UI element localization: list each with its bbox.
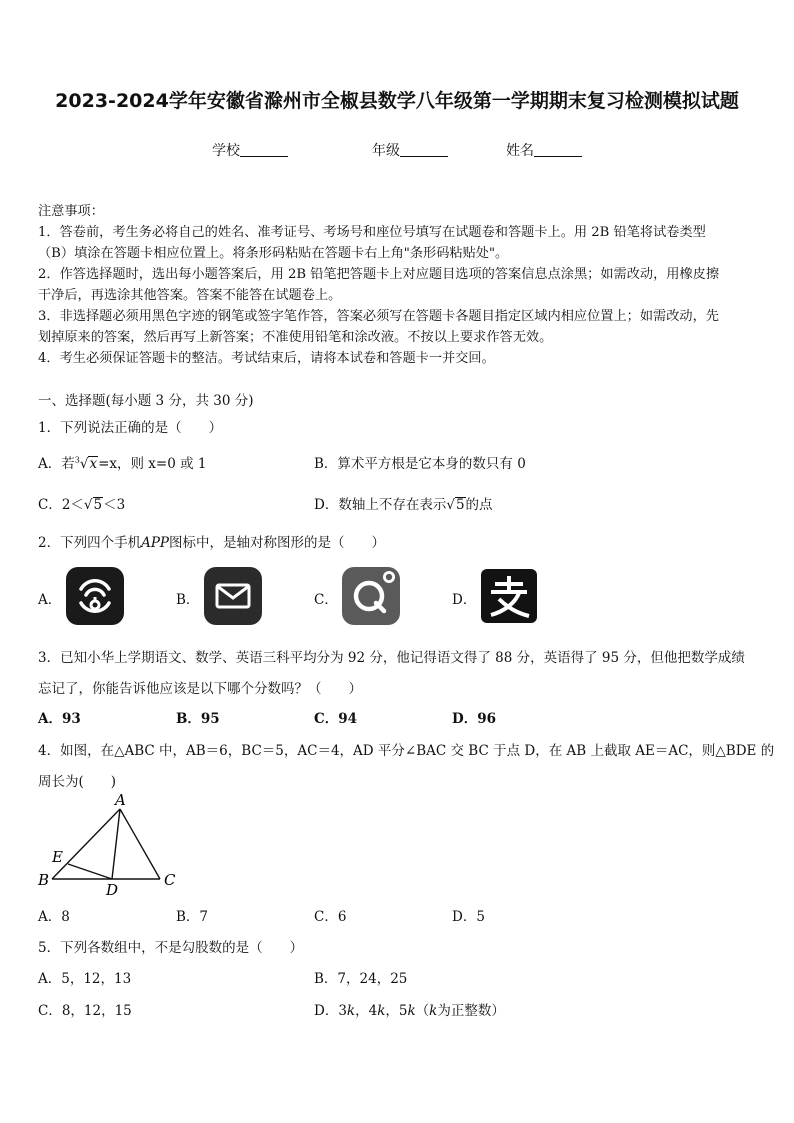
q4-option-a[interactable]: A．8 xyxy=(38,909,70,925)
q5-option-d[interactable] xyxy=(314,999,505,1019)
q1-a-radicand: x xyxy=(89,456,98,472)
q1-c-suffix: ＜3 xyxy=(103,497,126,513)
q3-stem-line1: 3．已知小华上学期语文、数学、英语三科平均分为 92 分，他记得语文得了 88 分，英语得了 95 分，但他把数学成绩 xyxy=(38,650,745,666)
q5-option-a[interactable]: A．5，12，13 xyxy=(38,971,132,987)
q2-label-c[interactable]: C． xyxy=(314,592,338,608)
notice-line: 3．非选择题必须用黑色字迹的钢笔或签字笔作答，答案必须写在答题卡各题目指定区域内相应位置上；如需改动，先 xyxy=(38,309,719,324)
q4-option-c[interactable]: C．6 xyxy=(314,909,347,925)
q5-d-part: D．3 xyxy=(314,1003,347,1019)
q5-d-var: k xyxy=(407,1003,416,1019)
notice-heading: 注意事项： xyxy=(38,204,104,219)
q2-label-a[interactable]: A． xyxy=(38,592,62,608)
q3-option-d[interactable]: D．96 xyxy=(452,711,496,727)
notice-line: （B）填涂在答题卡相应位置上。将条形码粘贴在答题卡右上角"条形码粘贴处"。 xyxy=(38,246,509,261)
q1-d-suffix: 的点 xyxy=(465,497,493,513)
school-field[interactable] xyxy=(212,140,288,160)
grade-label: 年级 xyxy=(372,143,400,159)
notice-line: 1．答卷前，考生务必将自己的姓名、准考证号、考场号和座位号填写在试题卷和答题卡上。用 2B 铅笔将试卷类型 xyxy=(38,225,706,240)
q1-c-radicand: 5 xyxy=(93,497,103,513)
grade-field[interactable] xyxy=(372,140,448,160)
q5-option-b[interactable]: B．7，24，25 xyxy=(314,971,408,987)
q5-stem: 5．下列各数组中，不是勾股数的是（ ） xyxy=(38,940,304,956)
point-a-label: A xyxy=(115,792,126,809)
segment-ed xyxy=(68,864,112,879)
q1-option-c[interactable] xyxy=(38,493,125,513)
q2-stem-app: APP xyxy=(141,535,170,551)
q4-stem-line1: 4．如图，在△ABC 中，AB＝6，BC＝5，AC＝4，AD 平分∠BAC 交 BC 于点 D，在 AB 上截取 AE＝AC，则△BDE 的 xyxy=(38,743,775,759)
q3-option-c[interactable]: C．94 xyxy=(314,711,358,727)
school-blank[interactable] xyxy=(240,143,288,157)
q2-stem-prefix: 2．下列四个手机 xyxy=(38,535,142,551)
q5-d-part: ，5 xyxy=(385,1003,408,1019)
q1-option-b[interactable]: B．算术平方根是它本身的数只有 0 xyxy=(314,456,526,472)
triangle-figure xyxy=(34,792,184,898)
q1-option-a[interactable] xyxy=(38,452,206,472)
q2-label-b[interactable]: B． xyxy=(176,592,200,608)
segment-ad xyxy=(112,809,120,879)
q5-d-var: k xyxy=(377,1003,386,1019)
q1-c-prefix: C．2＜ xyxy=(38,497,84,513)
q-search-icon[interactable] xyxy=(342,567,400,625)
point-e-label: E xyxy=(52,848,63,866)
q5-d-var: k xyxy=(346,1003,356,1019)
q5-d-var: k xyxy=(429,1003,438,1019)
q2-stem-suffix: 图标中，是轴对称图形的是（ ） xyxy=(169,535,386,551)
q1-a-prefix: A．若 xyxy=(38,456,75,472)
side-ab xyxy=(52,809,120,879)
mail-icon[interactable] xyxy=(204,567,262,625)
q1-d-prefix: D．数轴上不存在表示 xyxy=(314,497,447,513)
radical-sign: √ xyxy=(79,456,89,472)
q1-option-d[interactable] xyxy=(314,493,493,513)
point-c-label: C xyxy=(164,871,176,889)
point-b-label: B xyxy=(38,871,50,889)
q1-a-root-index: 3 xyxy=(74,455,80,465)
name-label: 姓名 xyxy=(506,143,534,159)
radical-sign: √ xyxy=(446,497,455,513)
q5-d-part: 为正整数） xyxy=(437,1003,505,1019)
wifi-key-icon[interactable] xyxy=(66,567,124,625)
notice-line: 2．作答选择题时，选出每小题答案后，用 2B 铅笔把答题卡上对应题目选项的答案信息点涂黑；如需改动，用橡皮擦 xyxy=(38,267,720,282)
name-field[interactable] xyxy=(506,140,582,160)
q4-option-b[interactable]: B．7 xyxy=(176,909,209,925)
notice-line: 4．考生必须保证答题卡的整洁。考试结束后，请将本试卷和答题卡一并交回。 xyxy=(38,351,495,366)
page-title: 2023-2024学年安徽省滁州市全椒县数学八年级第一学期期末复习检测模拟试题 xyxy=(55,90,739,112)
q3-option-b[interactable]: B．95 xyxy=(176,711,220,727)
q5-d-part: （ xyxy=(415,1003,430,1019)
section-heading: 一、选择题(每小题 3 分，共 30 分) xyxy=(38,393,254,409)
notice-line: 划掉原来的答案，然后再写上新答案；不准使用铅笔和涂改液。不按以上要求作答无效。 xyxy=(38,330,553,345)
q4-stem-line2: 周长为( ) xyxy=(38,774,117,790)
alipay-icon[interactable] xyxy=(481,569,537,623)
q5-option-c[interactable]: C．8，12，15 xyxy=(38,1003,132,1019)
side-ac xyxy=(120,809,160,879)
point-d-label: D xyxy=(106,881,119,898)
q1-stem: 1．下列说法正确的是（ ） xyxy=(38,420,223,436)
q4-option-d[interactable]: D．5 xyxy=(452,909,485,925)
radical-sign: √ xyxy=(83,497,93,513)
notice-line: 干净后，再选涂其他答案。答案不能答在试题卷上。 xyxy=(38,288,342,303)
name-blank[interactable] xyxy=(534,143,582,157)
q2-stem xyxy=(38,531,385,551)
grade-blank[interactable] xyxy=(400,143,448,157)
q3-option-a[interactable]: A．93 xyxy=(38,711,81,727)
q1-d-radicand: 5 xyxy=(455,497,465,513)
q2-label-d[interactable]: D． xyxy=(452,592,477,608)
q1-a-suffix: =x，则 x=0 或 1 xyxy=(98,456,207,472)
q5-d-part: ，4 xyxy=(355,1003,378,1019)
q3-stem-line2: 忘记了，你能告诉他应该是以下哪个分数吗？（ ） xyxy=(38,681,362,697)
school-label: 学校 xyxy=(212,143,240,159)
